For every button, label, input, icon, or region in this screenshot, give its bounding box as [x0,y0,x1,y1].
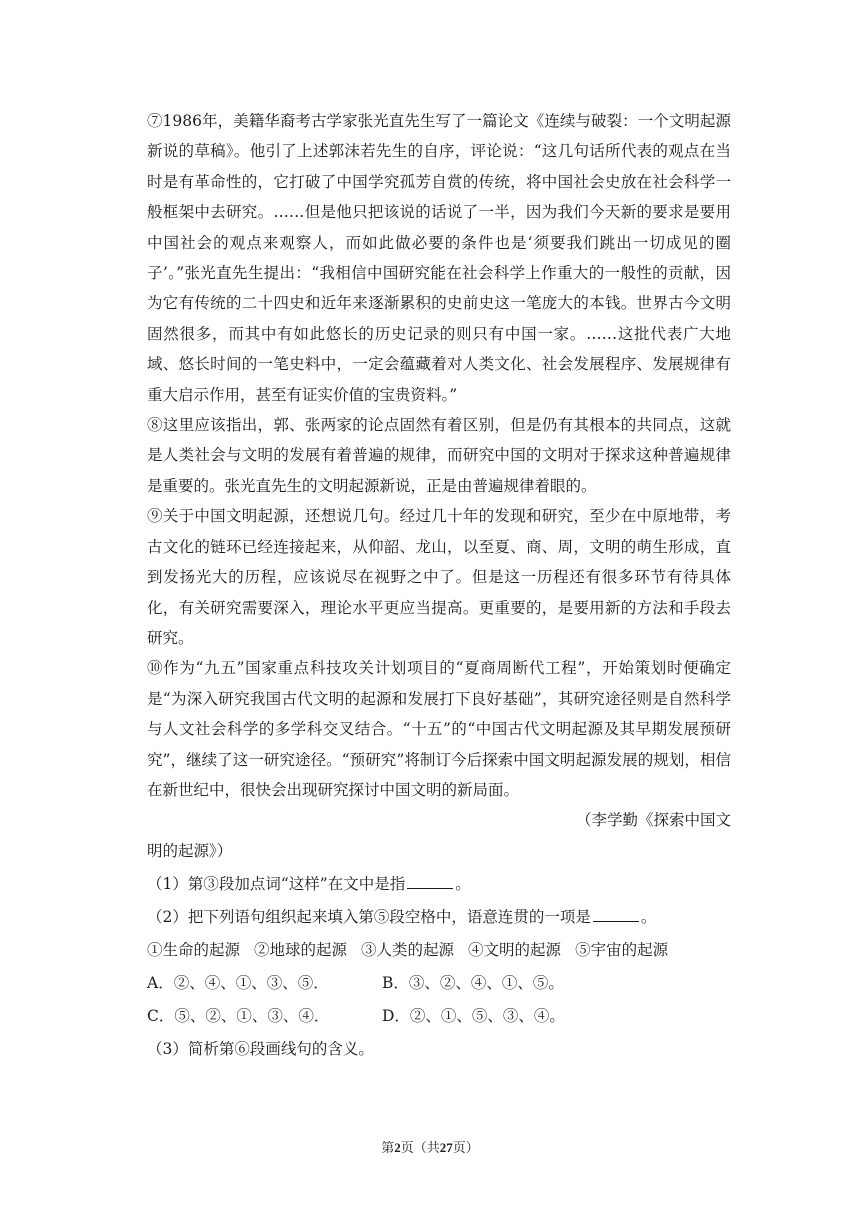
question-2 [147,901,731,934]
paragraph-10: ⑩作为“九五”国家重点科技攻关计划项目的“夏商周断代工程”，开始策划时便确定是“为深入研究我国古代文明的起源和发展打下良好基础”，其研究途径则是自然科学与人文社会科学的多学科交叉结合。“十五”的“中国古代文明起源及其早期发展预研究”，继续了这一研究途径。“预研究”将制订今后探索中国文明起源发展的规划，相信在新世纪中，很快会出现研究探讨中国文明的新局面。 [147,659,731,799]
option-d[interactable]: D．②、①、⑤、③、④。 [382,1007,565,1026]
footer-prefix: 第 [381,1141,395,1156]
sentence-item-1: ①生命的起源 [147,941,241,960]
source-citation-line1: （李学勤《探索中国文 [575,811,731,830]
question-1-end: 。 [455,875,471,894]
question-2-end: 。 [640,908,657,927]
footer-middle: 页（共 [400,1141,440,1156]
option-b[interactable]: B．③、②、④、①、⑤。 [382,974,564,993]
sentence-item-2: ②地球的起源 [254,941,348,960]
option-a[interactable]: A．②、④、①、③、⑤． [147,974,329,993]
option-c[interactable]: C．⑤、②、①、③、④． [147,1007,330,1026]
sentence-item-5: ⑤宇宙的起源 [575,941,669,960]
sentence-items [147,934,731,967]
answer-blank-1[interactable] [407,872,453,889]
question-3: （3）简析第⑥段画线句的含义。 [147,1040,374,1059]
question-1-text: （1）第③段加点词“这样”在文中是指 [147,875,406,894]
paragraph-8: ⑧这里应该指出，郭、张两家的论点固然有着区别，但是仍有其根本的共同点，这就是人类社会与文明的发展有着普遍的规律，而研究中国的文明对于探求这种普遍规律是重要的。张光直先生的文明起源新说，正是由普遍规律着眼的。 [147,416,731,495]
document-body [147,106,731,1066]
paragraph-9: ⑨关于中国文明起源，还想说几句。经过几十年的发现和研究，至少在中原地带，考古文化的链环已经连接起来，从仰韶、龙山，以至夏、商、周，文明的萌生形成，直到发扬光大的历程，应该说尽在视野之中了。但是这一历程还有很多环节有待具体化，有关研究需要深入，理论水平更应当提高。更重要的，是要用新的方法和手段去研究。 [147,507,731,647]
footer-page-number: 2 [394,1140,401,1155]
source-citation-line2: 明的起源》） [147,841,233,860]
options-row-2 [147,1000,731,1033]
question-2-text: （2）把下列语句组织起来填入第⑤段空格中，语意连贯的一项是 [147,908,591,927]
footer-total-pages: 27 [439,1140,453,1155]
page-footer [0,1137,860,1156]
sentence-item-4: ④文明的起源 [468,941,562,960]
sentence-item-3: ③人类的起源 [361,941,455,960]
answer-blank-2[interactable] [593,905,639,922]
footer-suffix: 页） [452,1141,479,1156]
paragraph-7: ⑦1986年，美籍华裔考古学家张光直先生写了一篇论文《连续与破裂：一个文明起源新说的草稿》。他引了上述郭沫若先生的自序，评论说：“这几句话所代表的观点在当时是有革命性的，它打破了中国学究孤芳自赏的传统，将中国社会史放在社会科学一般框架中去研究。……但是他只把该说的话说了一半，因为我们今天新的要求是要用中国社会的观点来观察人，而如此做必要的条件也是‘须要我们跳出一切成见的圈子’。”张光直先生提出：“我相信中国研究能在社会科学上作重大的一般性的贡献，因为它有传统的二十四史和近年来逐渐累积的史前史这一笔庞大的本钱。世界古今文明固然很多，而其中有如此悠长的历史记录的则只有中国一家。……这批代表广大地域、悠长时间的一笔史料中，一定会蕴藏着对人类文化、社会发展程序、发展规律有重大启示作用，甚至有证实价值的宝贵资料。” [147,112,731,404]
question-1 [147,868,731,901]
options-row-1 [147,967,731,1000]
